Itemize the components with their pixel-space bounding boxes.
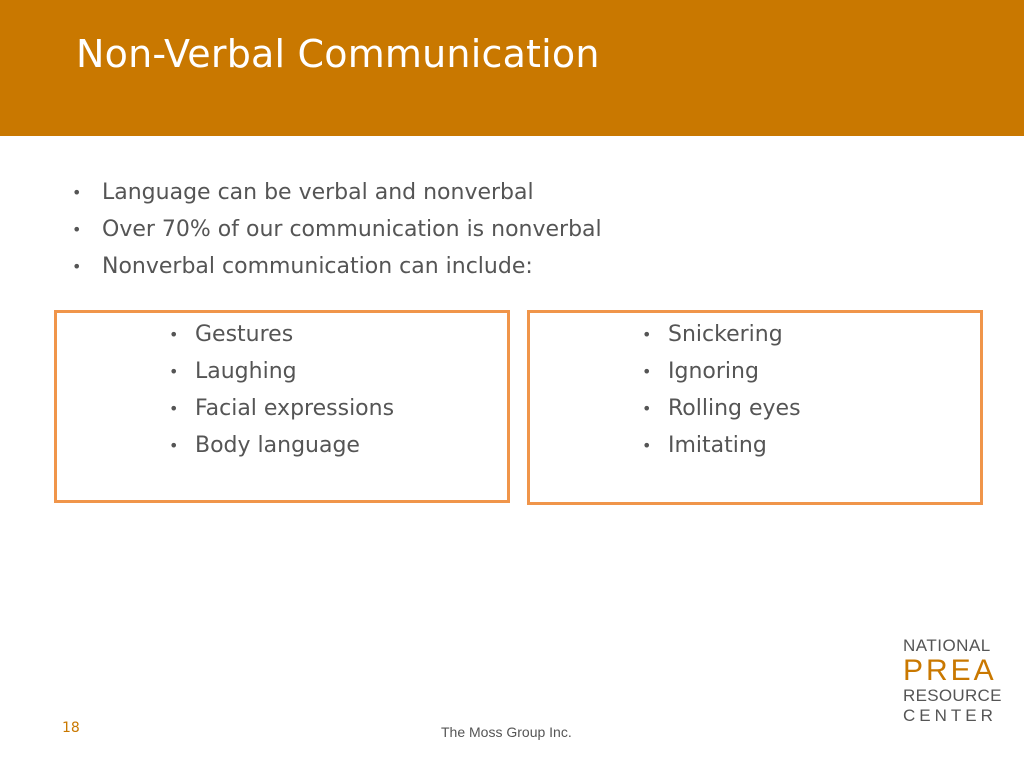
list-item — [70, 252, 602, 289]
bullet-icon: • — [72, 220, 82, 239]
list-item — [640, 394, 801, 431]
bullet-icon: • — [642, 325, 652, 344]
bullet-icon: • — [642, 362, 652, 381]
bullet-icon: • — [169, 436, 179, 455]
bullet-icon: • — [642, 399, 652, 418]
bullet-icon: • — [72, 257, 82, 276]
list-item — [640, 320, 801, 357]
bullet-text: Ignoring — [668, 359, 759, 384]
bullet-icon: • — [642, 436, 652, 455]
bullet-text: Snickering — [668, 322, 783, 347]
logo-line-prea: PREA — [903, 654, 997, 687]
title-bar — [0, 0, 1024, 136]
footer-text: The Moss Group Inc. — [441, 724, 572, 740]
list-item — [167, 431, 394, 468]
bullet-icon: • — [169, 362, 179, 381]
prea-logo — [903, 636, 1003, 726]
right-example-box — [527, 310, 983, 505]
page-number: 18 — [62, 720, 80, 736]
bullet-icon: • — [72, 183, 82, 202]
list-item — [167, 394, 394, 431]
logo-line-center: CENTER — [903, 706, 997, 725]
slide-title: Non-Verbal Communication — [76, 32, 600, 76]
bullet-icon: • — [169, 325, 179, 344]
bullet-text: Laughing — [195, 359, 297, 384]
list-item — [640, 431, 801, 468]
logo-line-resource: RESOURCE — [903, 686, 1002, 705]
bullet-text: Over 70% of our communication is nonverbal — [102, 217, 602, 242]
bullet-icon: • — [169, 399, 179, 418]
right-example-list — [640, 320, 801, 468]
main-bullet-list — [70, 178, 602, 289]
bullet-text: Gestures — [195, 322, 294, 347]
list-item — [70, 215, 602, 252]
bullet-text: Nonverbal communication can include: — [102, 254, 533, 279]
bullet-text: Rolling eyes — [668, 396, 801, 421]
list-item — [640, 357, 801, 394]
bullet-text: Body language — [195, 433, 360, 458]
logo-line-national: NATIONAL — [903, 636, 991, 655]
bullet-text: Language can be verbal and nonverbal — [102, 180, 534, 205]
bullet-text: Imitating — [668, 433, 767, 458]
list-item — [167, 357, 394, 394]
left-example-box — [54, 310, 510, 503]
list-item — [70, 178, 602, 215]
bullet-text: Facial expressions — [195, 396, 395, 421]
left-example-list — [167, 320, 394, 468]
list-item — [167, 320, 394, 357]
